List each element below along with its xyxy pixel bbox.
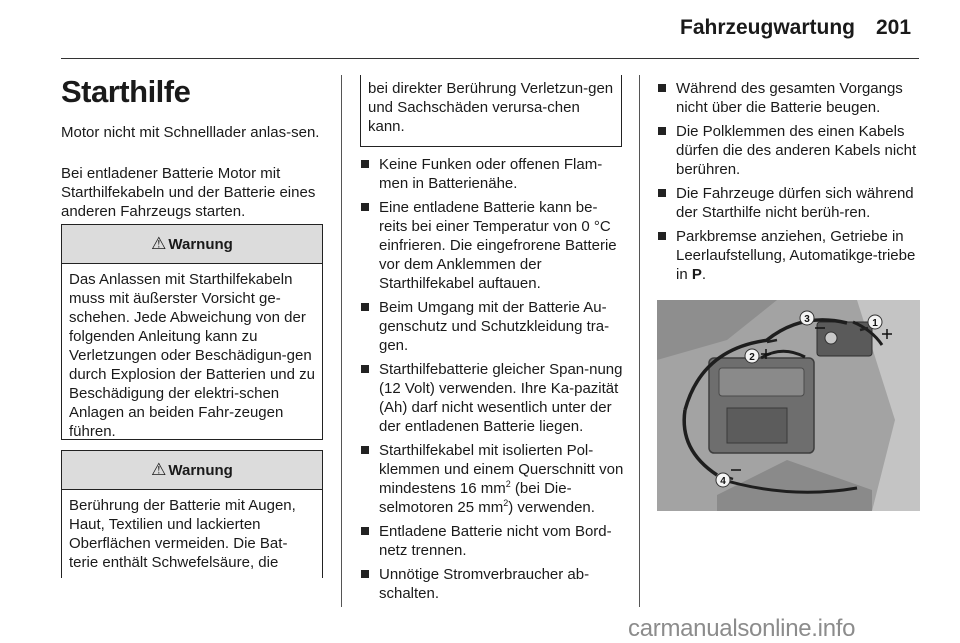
bullet-square-icon xyxy=(658,127,666,135)
list-item: Entladene Batterie nicht vom Bord-netz trennen. xyxy=(360,522,624,560)
warning-header xyxy=(62,451,322,490)
list-item: Die Polklemmen des einen Kabels dürfen die des anderen Kabels nicht berühren. xyxy=(657,122,921,179)
warning-header xyxy=(62,225,322,264)
bullet-square-icon xyxy=(361,160,369,168)
warning-text: Das Anlassen mit Starthilfekabeln muss mit äußerster Vorsicht ge-schehen. Jede Abweichung von der folgenden Anleitung kann zu Verletzungen oder Beschädigun-gen durch Explosion der Batterien und zu Beschädigung der elektri-schen Anlagen an beiden Fahr-zeugen führen. xyxy=(69,271,315,440)
list-item: Unnötige Stromverbraucher ab-schalten. xyxy=(360,565,624,603)
warning-triangle-icon: ⚠ xyxy=(151,460,167,479)
warning-text: Berührung der Batterie mit Augen, Haut, Textilien und lackierten Oberflächen vermeiden. Die Bat-terie enthält Schwefelsäure, die xyxy=(69,497,296,571)
list-item: Beim Umgang mit der Batterie Au-genschutz und Schutzkleidung tra-gen. xyxy=(360,298,624,355)
bullet-square-icon xyxy=(361,527,369,535)
list-item: Während des gesamten Vorgangs nicht über die Batterie beugen. xyxy=(657,79,921,117)
bullet-square-icon xyxy=(361,570,369,578)
list-item: Parkbremse anziehen, Getriebe in Leerlaufstellung, Automatikge-triebe in P. xyxy=(657,227,921,284)
bullet-square-icon xyxy=(361,203,369,211)
bullet-square-icon xyxy=(658,232,666,240)
header-rule xyxy=(61,58,919,59)
list-item: Starthilfekabel mit isolierten Pol-klemmen und einem Querschnitt von mindestens 16 $mm^2$ (bei Die-selmotoren 25 $mm^2$) verwenden. xyxy=(360,441,624,517)
callout-1: 1 xyxy=(872,318,878,329)
procedure-list xyxy=(657,79,921,289)
list-item: Starthilfebatterie gleicher Span-nung (12 Volt) verwenden. Ihre Ka-pazität (Ah) darf nicht wesentlich unter der der entladenen Batterie liegen. xyxy=(360,360,624,436)
warning-label: Warnung xyxy=(168,461,233,479)
intro-paragraph-1: Motor nicht mit Schnelllader anlas-sen. xyxy=(61,124,320,141)
chapter-title: Fahrzeugwartung xyxy=(680,16,856,39)
bullet-square-icon xyxy=(361,303,369,311)
list-item: Eine entladene Batterie kann be-reits bei einer Temperatur von 0 °C einfrieren. Die eingefrorene Batterie vor dem Anklemmen der Starthilfekabel auftauen. xyxy=(360,198,624,293)
column-divider-right xyxy=(639,75,640,607)
warning-box-1 xyxy=(61,224,323,440)
column-divider-left xyxy=(341,75,342,607)
watermark: carmanualsonline.info xyxy=(628,615,856,642)
engine-bay-drawing xyxy=(657,300,920,511)
bullet-square-icon xyxy=(658,189,666,197)
callout-4: 4 xyxy=(720,476,726,487)
page-number: 201 xyxy=(876,16,912,39)
bullet-square-icon xyxy=(361,365,369,373)
precaution-list xyxy=(360,155,624,608)
callout-3: 3 xyxy=(804,314,810,325)
callout-2: 2 xyxy=(749,352,755,363)
intro-paragraph-2: Bei entladener Batterie Motor mit Starthilfekabeln und der Batterie eines anderen Fahrzeugs starten. xyxy=(61,165,316,220)
bullet-square-icon xyxy=(658,84,666,92)
jump-start-illustration xyxy=(657,300,920,511)
warning-label: Warnung xyxy=(168,235,233,253)
list-item: Keine Funken oder offenen Flam-men in Batterienähe. xyxy=(360,155,624,193)
warning-triangle-icon: ⚠ xyxy=(151,234,167,253)
warning-box-2 xyxy=(61,450,323,578)
warning-text: bei direkter Berührung Verletzun-gen und Sachschäden verursa-chen kann. xyxy=(368,80,614,135)
bullet-square-icon xyxy=(361,446,369,454)
list-item: Die Fahrzeuge dürfen sich während der Starthilfe nicht berüh-ren. xyxy=(657,184,921,222)
warning-box-2-continued xyxy=(360,75,622,147)
section-title: Starthilfe xyxy=(61,74,191,109)
